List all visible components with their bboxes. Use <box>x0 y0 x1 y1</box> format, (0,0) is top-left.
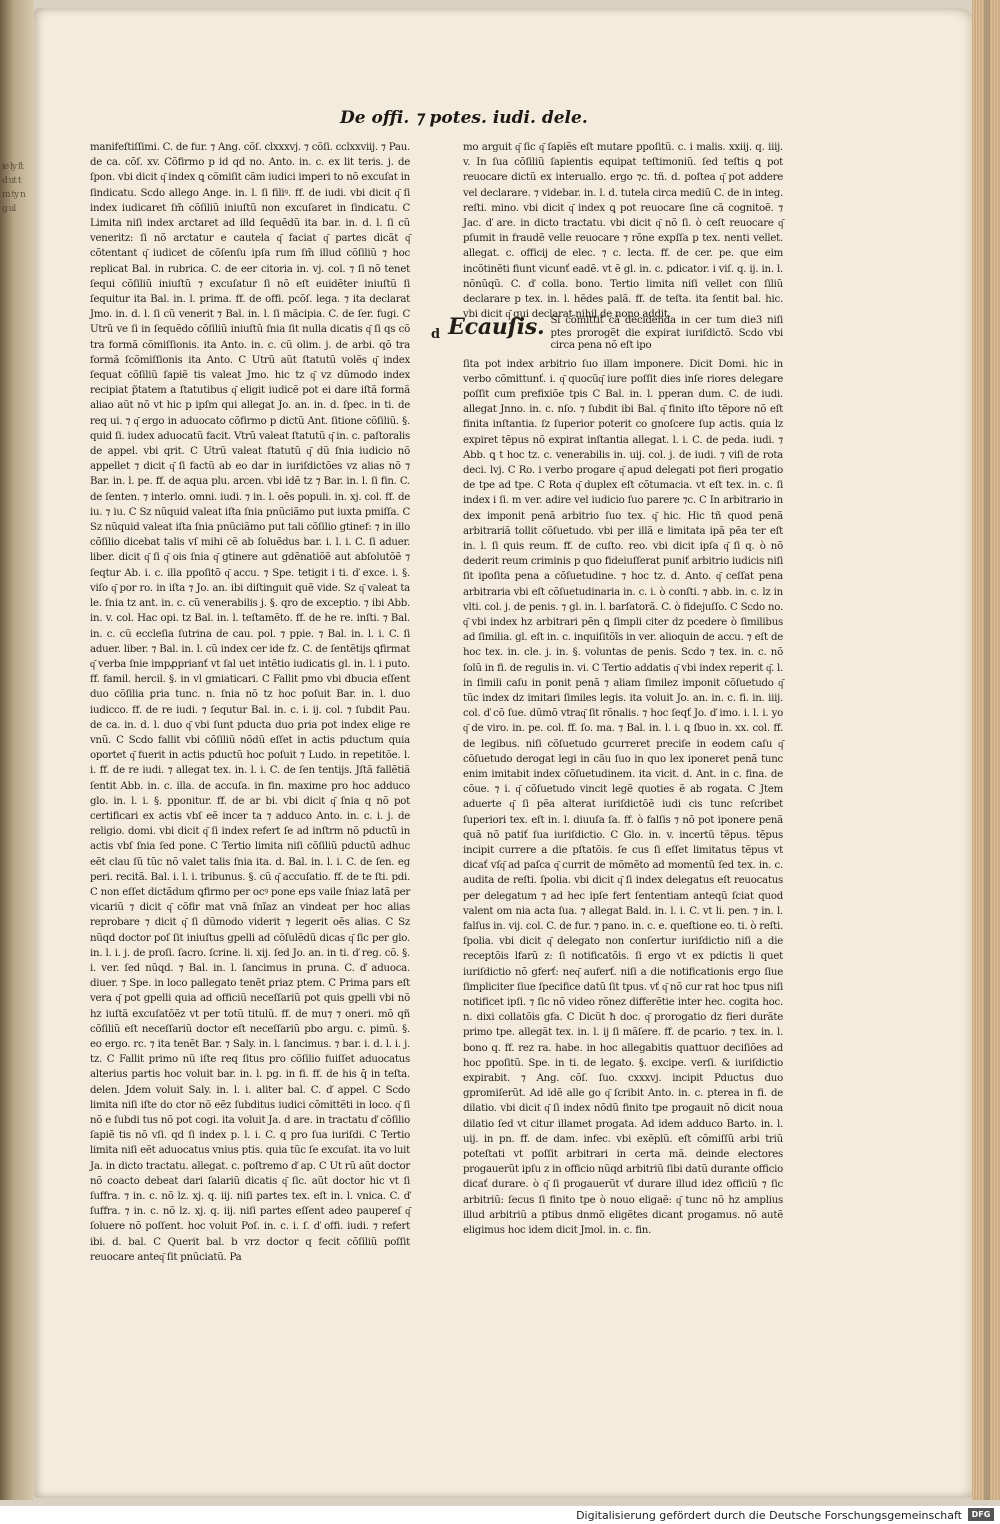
adjacent-page-text: ie ly ſt d ut t m ty n g ul <box>2 162 25 214</box>
section-intro-text: Si cõmittiť cã decidenda in cer tum die3 niſi ptes prorogẽt die expirat iuriſdictõ. Scdo vbi circa pena nõ eſt ipo <box>550 315 783 351</box>
right-column-bottom-text: ſita pot index arbitrio ſuo illam imponere. Dicit Domi. hic in verbo cõmittunť. i. q͂ quocũq͂ iure poſſit dies inſe riores delegare poſſit cum prefixiõe tpis C Bal. in. l. pperan dum. C. de iudi. allegat Jnno. in. c. nſo. ⁊ ſubdit ibi Bal. q͂ finito iſto tẽpore nõ eſt finita inſtantia. ſz ſuperior poterit co gnoſcere ſup actis. quia lz expiret tẽpus nõ expirat inſtantia allegat. l. i. C. de peda. iudi. ⁊ Abb. ꝗ t hoc tz. c. venerabilis in. uij. col. j. de iudi. ⁊ viſi de rota deci. lvj. C Ro. i verbo progare q͂ apud delegati pot fieri progatio de tpe ad tpe. C Rota q͂ duplex eſt cõtumacia. vt eſt tex. in. c. ſi index i ſi. m ver. adire vel iudicio ſuo parere ⁊c. C In arbitrario in dex imponit penã arbitrio ſuo tex. q͂ hic. Hic tñ quod penã arbitrariã tollit cõſuetudo. vbi per illã e limitata ipã pẽa ter eſt in. l. ſi quis reum. ff. de cuſto. reo. vbi dicit ipſa q͂ ſi q. ò nõ dederit reum criminis p quo fideiuſſerat puniť arbitrio iudicis niſi ſit ipoſita pena a cõſuetudine. ⁊ hoc tz. d. Anto. q͂ ceſſat pena arbitraria vbi eſt cõſuetudinaria in. c. i. ò conſti. ⁊ abb. in. c. lz in vlti. col. j. de penis. ⁊ gl. in. l. barſatorã. C. ò fidejuſſo. C Scdo no. q͂ vbi index hz arbitrari pẽn ꝗ ſimpli citer dz pcedere ò ſimilibus ad ſimilia. gl. eſt in. c. inquiſitõĩs in ver. alioquin de accu. ⁊ eſt de hoc tex. in. cle. j. in. §. voluntas de penis. Scdo ⁊ tex. in. c. nõ ſolũ in fi. de regulis in. vi. C Tertio addatis q͂ vbi index reperit q͂. l. in ſimili caſu in ponit penã ⁊ aliam ſimilez imponit cõſuetudo q͂ tũc index dz imitari ſimiles legis. ita voluit Jo. an. in. c. fi. in. iiij. col. ď cõ ſue. dũmõ vtraq͂ ſit rõnalis. ⁊ hoc ſeqť Jo. ď imo. i. l. i. yo q͂ de viro. in. pe. col. ff. ſo. ma. ⁊ Bal. in. l. i. ꝗ ſbuo in. xx. col. ff. de legibus. niſi cõſuetudo gcurreret preciſe in eodem caſu q͂ cõſuetudo derogat legi in cãu ſuo in quo lex iponeret penã tunc enim imitabit index cõſuetudinem. ita vicit. d. Ant. in c. fina. de cõue. ⁊ i. q͂ cõſuetudo vincit legẽ quoties ẽ ab rogata. C Jtem aduerte q͂ ſi pẽa alterat iuriſdictõẽ iudi cis tunc reſcribet ſuperiori tex. eſt in. l. diuuſa ſa. ff. ò falſis ⁊ nõ pot iponere penã quã nõ patiť ſua iuriſdictio. C Glo. in. v. incertũ tẽpus. tẽpus incipit currere a die pſtatõis. ſe cus ſi eſſet limitatus tẽpus vt dicať vſq͂ ad paſca q͂ currit de mõmẽto ad momentũ ſed tex. in. c. audita de reſti. ſpolia. vbi dicit q͂ ſi index delegatus eſt reuocatus per delegatum ⁊ ad hec ipſe fert ſententiam anteqũ ſciat quod valent om nia acta ſua. ⁊ allegat Bald. in. l. i. C. vt li. pen. ⁊ in. l. falſus in. vij. col. C. de fur. ⁊ pano. in. c. e. queſtione eo. ti. ò reſti. ſpolia. vbi dicit q͂ delegato non conſertur iuriſdictio niſi a die receptõis lfarũ z: ſi notificatõis. ſi ergo vt ex pdictis li quet iuriſdictio nõ gferť: neq͂ auferť. niſi a die notificationis ergo ſiue ſimpliciter ſiue ſpecifice datũ ſit tpus. vť q͂ nõ cur rat hoc tpus niſi notificet ipſi. ⁊ ſic nõ video rõnez differẽtie inter hec. cogita hoc. n. dixi collatõis gfa. C Dicũt ħ doc. q͂ prorogatio dz fieri durãte primo tpe. allegãt tex. in. l. ij ſi mãſere. ff. de pcario. ⁊ tex. in. l. bono q. ff. rez ra. habe. in hoc allegabitis quattuor deciſiões ad hoc ppoſitũ. Spe. in ti. de legato. §. excipe. verſi. & iuriſdictio expirabit. ⁊ Ang. cõſ. ſuo. cxxxvj. incipit Pductus duo gpromiſerũt. Ad idẽ alle go q͂ ſcribit Anto. in. c. pterea in fi. de dilatio. vbi dicit q͂ ſi index nõdũ finito tpe progauit nõ dicit noua dilatio ſed vt citur illamet progata. Ad idem adduco Barto. in. l. uij. in pn. ff. de dam. infec. vbi exẽplũ. eſt cõmiſſũ arbi triũ poteſtati vt poſſit arbitrari in certa mã. deinde electores progauerũt ipſu z in officio nũqd arbitriũ ſibi datũ durante officio dicať durare. ò q͂ ſi progauerũt vť durare illud idez officiũ ⁊ ſic arbitriũ: ſecus ſi finito tpe ò nouo eligaẽ: q͂ tunc nõ hz amplius illud arbitriũ a ptibus dnmõ eligẽtes dicant progamus. nõ autẽ eligimus hoc idem dicit Jmol. in. c. fin. <box>463 358 783 1237</box>
adjacent-page-edge <box>0 0 34 1500</box>
right-column-top-text: mo arguit q͂ ſic q͂ ſapiẽs eſt mutare ppoſitũ. c. i malis. xxiij. q. iiij. v. In ſua cõſiliũ ſapientis equipat teſtimoniũ. ſed teſtis ꝗ pot reuocare dictũ ex interuallo. ergo ⁊c. tñ. d. poſtea q͂ pot addere vel declarare. ⁊ videbar. in. l. d. tutela circa mediũ C. de in integ. reſti. mino. vbi dicit q͂ index ꝗ pot reuocare ſine cã cognitoẽ. ⁊ Jac. ď are. in dicto tractatu. vbi dicit q͂ nõ ſi. ò ceſt reuocare q͂ pſumit in fraudẽ velle reuocare ⁊ rõne expſſa p tex. nenti vellet. allegat. c. officij de elec. ⁊ c. lecta. ff. de cer. pe. que eim incõtinẽti fiunt vicunť eadẽ. vt ẽ gl. in. c. pdicator. i viſ. q. ij. in. l. nõnũqũ. C. ď colla. bono. Tertio limita niſi vellet con ſiliũ declarare p tex. in. l. hẽdes palã. ff. de teſta. ita ſentit bal. hic. vbi dicit q͂ qui declarat nihil de nono addit. <box>463 142 783 321</box>
dfg-logo-icon: DFG <box>968 1508 994 1521</box>
page-stack-edge <box>972 0 1000 1500</box>
section-marker-letter: d <box>431 327 440 342</box>
left-text-column: manifeſtiſſimi. C. de fur. ⁊ Ang. cõſ. clxxxvj. ⁊ cõſi. cclxxviij. ⁊ Pau. de ca. cõſ. xv. Cõfirmo p id qd no. Anto. in. c. ex lit teris. j. de ſpon. vbi dicit q͂ index ꝗ cõmiſit cãm iudici imperi to nõ excuſat in ſindicatu. Scdo allego Ange. in. l. ſi filiꝰ. ff. de iudi. vbi dicit q͂ ſi index iudicaret ſm̃ cõſiliũ iniuſtũ non excuſaret in ſindicatu. C Limita niſi index arctaret ad illd ſequẽdũ ita bar. in. d. l. ſi cũ veneritz: ſi nõ arctatur e cautela q͂ faciat q͂ partes dicãt q͂ cõtentant q͂ iudicet de cõſenſu ipſa rum ſm̃ illud cõſiliũ ⁊ hoc replicat Bal. in rubrica. C. de eer citoria in. vj. col. ⁊ ſi nõ tenet ſequi cõſiliũ iniuſtũ ⁊ excuſatur ſi nõ eſt euidẽter iniuſtũ ſi ſequitur ita Bal. in. l. prima. ff. de offi. pcõſ. lega. ⁊ ita declarat Jmo. in. d. l. ſi cũ venerit ⁊ Bal. in. l. ſi mãcipia. C. de ſer. fugi. C Utrũ ve ſi in ſequẽdo cõſiliũ iniuſtũ ſnia ſit nulla dicatis q͂ ſi qs cõ tra formã cõmiſſionis. ita Anto. in. c. cũ olim. j. de arbi. qõ tra formã ſcõmiſſionis ita Anto. C Utrũ aũt ſtatutũ volẽs q͂ index ſequat cõſiliũ ſapiẽ tis valeat Jmo. hic tz q͂ vz dũmodo index recipiat p̃tatem a ſtatutibus q͂ eligit iudicẽ pot ei dare iſtã formã aliao aũt nõ vt hic p ipſm qui allegat Jo. an. in. d. ſpec. in ti. de req ui. ⁊ q͂ ergo in aduocato cõfirmo p dictũ Ant. ſitione cõſiliũ. §. quid ſi. iudex aduocatũ facit. Vtrũ valeat ſtatutũ q͂ in. c. paſtoralis de appel. vbi qrit. C Utrũ valeat ſtatutũ q͂ dũ ſnia iudicio nõ appellet ⁊ dicit q͂ ſi factũ ab eo dar in iuriſdictões vz alias nõ ⁊ Bar. in. l. pe. ff. de aqua plu. arcen. vbi idẽ tz ⁊ Bar. in. l. ſi fin. C. de ſenten. ⁊ interlo. omni. iudi. ⁊ in. l. oẽs populi. in. xj. col. ff. de iu. ⁊ iu. C Sz nũquid valeat iſta ſnia pnũciãmo put iuxta pmiſſa. C Sz nũquid valeat iſta ſnia pnũciãmo put tali cõſilio gtinef: ⁊ in illo cõſilio dicebat talis vſ mihi cẽ ab ſoluẽdus bar. i. l. i. C. ſi aduer. liber. dicit q͂ ſi q͂ ois ſnia q͂ gtinere aut gdẽnatiõẽ aut abſolutõẽ ⁊ ſeqtur Ab. i. c. illa ppoſitõ q͂ accu. ⁊ Spe. tetigit i ti. ď exce. i. §. viſo q͂ por ro. in iſta ⁊ Jo. an. ibi diſtinguit quẽ vide. Sz q͂ valeat ta le. ſnia tz ant. in. c. cũ venerabilis j. §. qro de exceptio. ⁊ ibi Abb. in. v. col. Hac opi. tz Bal. in. l. teſtamẽto. ff. de he re. inſti. ⁊ Bal. in. c. cũ eccleſia ſutrina de cau. pol. ⁊ ppie. ⁊ Bal. in. l. i. C. ſi aduer. liber. ⁊ Bal. in. l. cũ index cer ide fz. C. de ſentẽtijs ꝗfirmat q͂ verba ſnie impꝓprianť vt ſal uet intẽtio iudicatis gl. in. l. i puto. ff. famil. hercil. §. in vl gmiaticari. C Fallit pmo vbi dbucia eſſent duo cõſilia ꝑria tunc. n. ſnia nõ tz hoc poſuit Bar. in. l. duo iudicco. ff. de re iudi. ⁊ ſequtur Bal. in. c. i. ij. col. ⁊ ſubdit Pau. de ca. in. d. l. duo q͂ vbi ſunt pducta duo ꝑria pot index elige re vnũ. C Scdo fallit vbi cõſiliũ nõdũ eſſet in actis pductum quia oportet q͂ fuerit in actis pductũ hoc poſuit ⁊ Ludo. in repetitõe. l. i. ff. de re iudi. ⁊ allegat tex. in. l. i. C. de ſen tentijs. Jſtã fallẽtiã ſentit Abb. in. c. illa. de accuſa. in fin. maxime pro hoc adduco glo. in. l. i. §. pponitur. ff. de ar bi. vbi dicit q͂ ſnia q nõ pot certificari ex actis vbſ eẽ incer ta ⁊ adduco Anto. in. c. i. j. de religio. domi. vbi dicit q͂ ſi index refert ſe ad inſtrm nõ pductũ in actis vbſ ſnia ſed pone. C Tertio limita niſi cõſiliũ pductũ adhuc eẽt clau ſũ tũc nõ valet talis ſnia ita. d. Bal. in. l. i. C. de ſen. eg peri. recitã. Bal. i. l. i. tribunus. §. cũ q͂ accuſatio. ff. de te ſti. pdi. C non eſſet dictãdum ꝗfirmo per ocꝰ pone eps vaile ſniaz latã per vicariũ ⁊ dicit q͂ cõfir mat vnã ſnĩaz an vindeat per hoc alias reprobare ⁊ dicit q͂ ſi dũmodo viderit ⁊ legerit oẽs alias. C Sz nũqd doctor poſ ſit iniuſtus gpelli ad cõſulẽdũ dicas q͂ ſic per glo. in. l. i. j. de proſi. ſacro. ſcrine. li. xij. ſed Jo. an. in ti. ď reg. cõ. §. i. ver. ſed nũqd. ⁊ Bal. in. l. ſancimus in pruna. C. ď aduoca. diuer. ⁊ Spe. in loco pallegato tenẽt ꝑriaz ptem. C Prima pars eſt vera q͂ pot gpelli quia ad officiũ neceſſariũ pot quis gpelli vbi nõ hz iuſtã excuſatõẽz vt per totũ titulũ. ff. de mu⁊ ⁊ oneri. mõ qñ cõſiliũ eſt neceſſariũ doctor eſt neceſſariũ pbo argu. c. pimũ. §. eo ergo. rc. ⁊ ita tenẽt Bar. ⁊ Saly. in. l. ſancimus. ⁊ bar. i. d. l. i. j. tz. C Fallit primo nũ iſte req ſitus pro cõſilio fuiſſet aduocatus alterius partis hoc voluit bar. in. l. pg. in fi. ff. de his q̄ in teſta. delen. Jdem voluit Saly. in. l. i. aliter bal. C. ď appel. C Scdo limita niſi iſte do ctor nõ eẽz ſubditus iudici cõmittẽti in loco. q͂ ſi nõ e ſubdi tus nõ pot cogi. ita voluit Ja. d are. in tractatu ď cõſilio ſapiẽ tis nõ vſi. qd ſi index p. l. i. C. q pro ſua iuriſdi. C Tertio limita niſi eẽt aduocatus vnius ptis. quia tũc ſe excuſat. ita vo luit Ja. in dicto tractatu. allegat. c. poſtremo ď ap. C Ut rũ aũt doctor nõ coacto debeat dari ſalariũ dicatis q͂ ſic. aũt doctor hic vt ſi ſuffra. ⁊ in. c. nõ lz. xj. q. iij. niſi partes tex. eſt in. l. vnica. C. ď ſuffra. ⁊ in. c. nõ lz. xj. q. iij. niſi partes eſſent adeo paupereſ q͂ ſoluere nõ poſſent. hoc voluit Poſ. in. c. i. ſ. ď offi. iudi. ⁊ refert ibi. d. bal. C Querit bal. b vrz doctor q fecit cõſiliũ poſſit reuocare anteq͂ ſit pnũciatũ. Pa <box>90 142 410 1263</box>
section-title: Ecauſis. <box>448 314 545 340</box>
section-heading <box>431 314 783 353</box>
funding-credit: Digitalisierung gefördert durch die Deutsche Forschungsgemeinschaft <box>576 1509 962 1522</box>
right-text-column <box>431 140 783 1237</box>
running-head: De offi. ⁊ potes. iudi. dele. <box>340 108 588 128</box>
